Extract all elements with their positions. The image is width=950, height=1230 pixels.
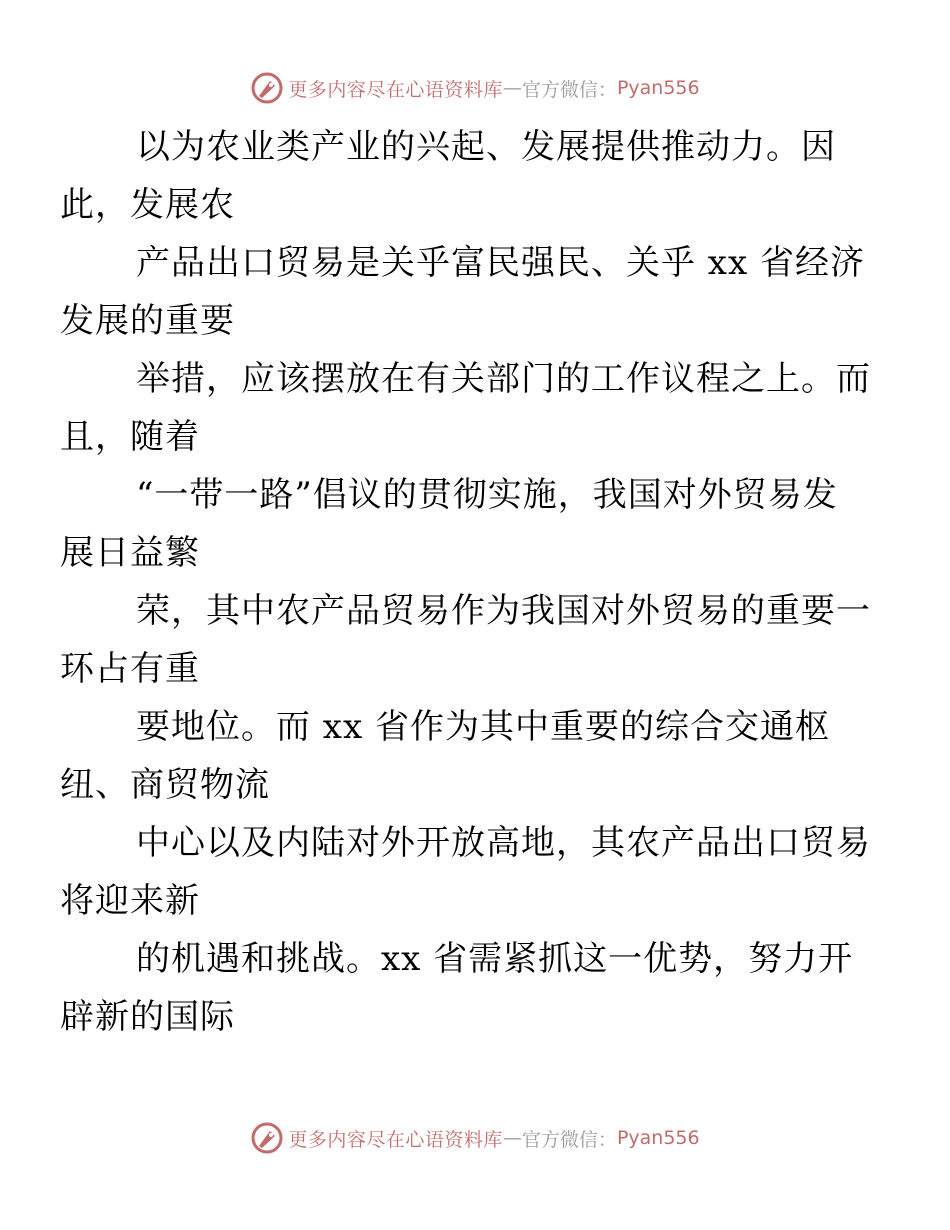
paragraph	[60, 234, 865, 350]
header-site-name: 更多内容尽在心语资料库	[288, 78, 503, 101]
paragraph-line: 以为农业类产业的兴起、发展提供推动力。因	[136, 127, 836, 167]
paragraph	[60, 930, 858, 1046]
paragraph-line: 环占有重	[60, 649, 200, 689]
paragraph	[60, 350, 871, 466]
pen-nib-circle-icon	[250, 71, 284, 105]
paragraph-line: 中心以及内陆对外开放高地，其农产品出口贸易	[136, 823, 871, 863]
paragraph-line: 产品出口贸易是关乎富民强民、关乎 xx 省经济	[136, 243, 865, 283]
pen-nib-circle-icon	[250, 1121, 284, 1155]
footer-banner	[0, 1118, 950, 1158]
footer-wechat-id: Pyan556	[616, 1127, 700, 1149]
footer-dash: —	[502, 1127, 522, 1149]
paragraph-line: 的机遇和挑战。xx 省需紧抓这一优势，努力开	[136, 939, 854, 979]
paragraph	[60, 582, 871, 698]
paragraph-line: “一带一路”倡议的贯彻实施，我国对外贸易发	[136, 475, 838, 515]
paragraph-line: 展日益繁	[60, 533, 200, 573]
header-banner	[0, 68, 950, 108]
paragraph	[60, 118, 858, 234]
paragraph-line: 辟新的国际	[60, 997, 235, 1037]
paragraph-line: 此，发展农	[60, 185, 235, 225]
header-wechat-label: 官方微信：	[521, 78, 617, 101]
paragraph-line: 且，随着	[60, 417, 200, 457]
paragraph	[60, 466, 858, 582]
paragraph-line: 要地位。而 xx 省作为其中重要的综合交通枢	[136, 707, 830, 747]
header-wechat-id: Pyan556	[616, 77, 700, 99]
paragraph-line: 发展的重要	[60, 301, 235, 341]
footer-wechat-label: 官方微信：	[521, 1128, 617, 1151]
document-body	[60, 118, 871, 1046]
footer-site-name: 更多内容尽在心语资料库	[288, 1128, 503, 1151]
paragraph-line: 荣，其中农产品贸易作为我国对外贸易的重要一	[136, 591, 871, 631]
paragraph-line: 纽、商贸物流	[60, 765, 270, 805]
paragraph-line: 将迎来新	[60, 881, 200, 921]
header-dash: —	[502, 77, 522, 99]
paragraph-line: 举措，应该摆放在有关部门的工作议程之上。而	[136, 359, 871, 399]
paragraph	[60, 814, 871, 930]
paragraph	[60, 698, 858, 814]
